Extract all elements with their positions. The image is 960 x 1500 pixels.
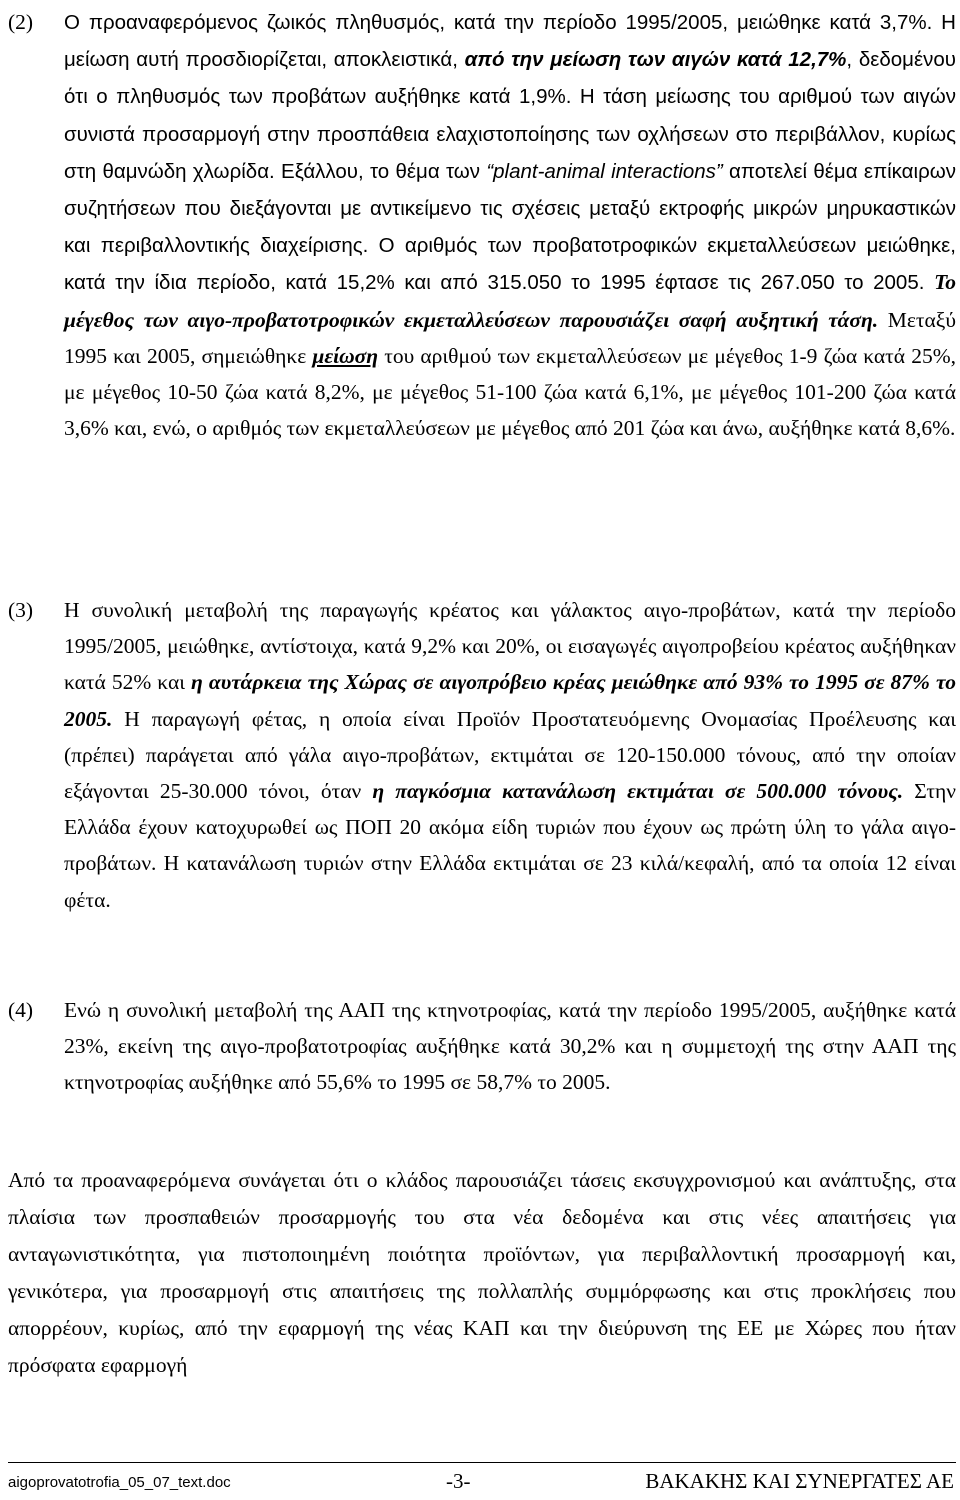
footer-company: ΒΑΚΑΚΗΣ ΚΑΙ ΣΥΝΕΡΓΑΤΕΣ ΑΕ [645, 1469, 954, 1493]
text-run: “plant-animal interactions” [486, 159, 723, 183]
item-number: (3) [8, 598, 34, 622]
text-run: μείωση [312, 343, 379, 368]
text-run: από την μείωση των αιγών κατά 12,7% [464, 48, 847, 72]
footer-page-number: -3- [446, 1469, 471, 1493]
footer-filename: aigoprovatotrofia_05_07_text.doc [8, 1474, 231, 1491]
page-footer [8, 1468, 956, 1496]
text-run: η αυτάρκεια της Χώρας σε αιγοπρόβειο κρέας μειώθηκε από 93% το 1995 σε 87% το 2005. [64, 670, 956, 731]
text-run: Το μέγεθος των αιγο-προβατοτροφικών εκμεταλλεύσεων παρουσιάζει σαφή αυξητική τάση. [64, 270, 956, 332]
text-run: αποτελεί θέμα επίκαιρων συζητήσεων που διεξάγονται με αντικείμενο τις σχέσεις μεταξύ εκτροφής μικρών μηρυκαστικών και περιβαλλοντικής διαχείρισης. Ο αριθμός των προβατοτροφικών εκμεταλλεύσεων μειώθηκε, κατά την ίδια περίοδο, κατά 15,2% και από 315.050 το 1995 έφτασε τις 267.050 το 2005. [64, 159, 956, 295]
footer-divider [8, 1462, 956, 1463]
item-text [64, 592, 956, 918]
text-run: η παγκόσμια κατανάλωση εκτιμάται σε 500.000 τόνους. [372, 779, 904, 804]
text-run: Ο προαναφερόμενος ζωικός πληθυσμός, κατά την περίοδο 1995/2005, μειώθηκε κατά 3,7%. Η μείωση αυτή προσδιορίζεται, αποκλειστικά, [64, 11, 956, 72]
text-run: Ενώ η συνολική μεταβολή της ΑΑΠ της κτηνοτροφίας, κατά την περίοδο 1995/2005, αυξήθηκε κατά 23%, εκείνη της αιγο-προβατοτροφίας αυξήθηκε κατά 30,2% και η συμμετοχή της στην ΑΑΠ της κτηνοτροφίας αυξήθηκε από 55,6% το 1995 σε 58,7% το 2005. [64, 998, 956, 1095]
text-run: , δεδομένου ότι ο πληθυσμός των προβάτων αυξήθηκε κατά 1,9%. Η τάση μείωσης του αριθμού των αιγών συνιστά προσαρμογή στην προσπάθεια ελαχιστοποίησης των οχλήσεων στο περιβάλλον, κυρίως στη θαμνώδη χλωρίδα. Εξάλλου, το θέμα των [64, 48, 956, 183]
text-run: Η παραγωγή φέτας, η οποία είναι Προϊόν Προστατευόμενης Ονομασίας Προέλευσης και (πρέπει) παράγεται από γάλα αιγο-προβάτων, εκτιμάται σε 120-150.000 τόνους, από την οποίαν εξάγονται 25-30.000 τόνοι, όταν [64, 706, 956, 804]
list-item-3 [8, 592, 956, 918]
text-run: Μεταξύ 1995 και 2005, σημειώθηκε [64, 307, 956, 368]
closing-paragraph: Από τα προαναφερόμενα συνάγεται ότι ο κλάδος παρουσιάζει τάσεις εκσυγχρονισμού και ανάπτυξης, στα πλαίσια των προσπαθειών προσαρμογής του στα νέα δεδομένα και στις νέες απαιτήσεις για ανταγωνιστικότητα, για πιστοποιημένη ποιότητα προϊόντων, για περιβαλλοντική προσαρμογή και, γενικότερα, για προσαρμογή στις απαιτήσεις της πολλαπλής συμμόρφωσης και στις προκλήσεις που απορρέουν, κυρίως, από την εφαρμογή της νέας ΚΑΠ και την διεύρυνση της ΕΕ με Χώρες που ήταν πρόσφατα εφαρμογή [8, 1168, 956, 1377]
item-number: (2) [8, 10, 34, 34]
text-run: Η συνολική μεταβολή της παραγωγής κρέατος και γάλακτος αιγο-προβάτων, κατά την περίοδο 1995/2005, μειώθηκε, αντίστοιχα, κατά 9,2% και 20%, οι εισαγωγές αιγοπροβείου κρέατος αυξήθηκαν κατά 52% και [64, 598, 956, 695]
list-item-2 [8, 4, 956, 446]
list-item-4 [8, 992, 956, 1101]
text-run: Στην Ελλάδα έχουν κατοχυρωθεί ως ΠΟΠ 20 ακόμα είδη τυριών που έχουν ως πρώτη ύλη το γάλα αιγο-προβάτων. Η κατανάλωση τυριών στην Ελλάδα εκτιμάται σε 23 κιλά/κεφαλή, από τα οποία 12 είναι φέτα. [64, 779, 956, 912]
text-run: του αριθμού των εκμεταλλεύσεων με μέγεθος 1-9 ζώα κατά 25%, με μέγεθος 10-50 ζώα κατά 8,2%, με μέγεθος 51-100 ζώα κατά 6,1%, με μέγεθος 101-200 ζώα κατά 3,6% και, ενώ, ο αριθμός των εκμεταλλεύσεων με μέγεθος από 201 ζώα και άνω, αυξήθηκε κατά 8,6%. [64, 343, 956, 441]
item-number: (4) [8, 998, 34, 1022]
item-text [64, 4, 956, 446]
item-text [64, 992, 956, 1101]
